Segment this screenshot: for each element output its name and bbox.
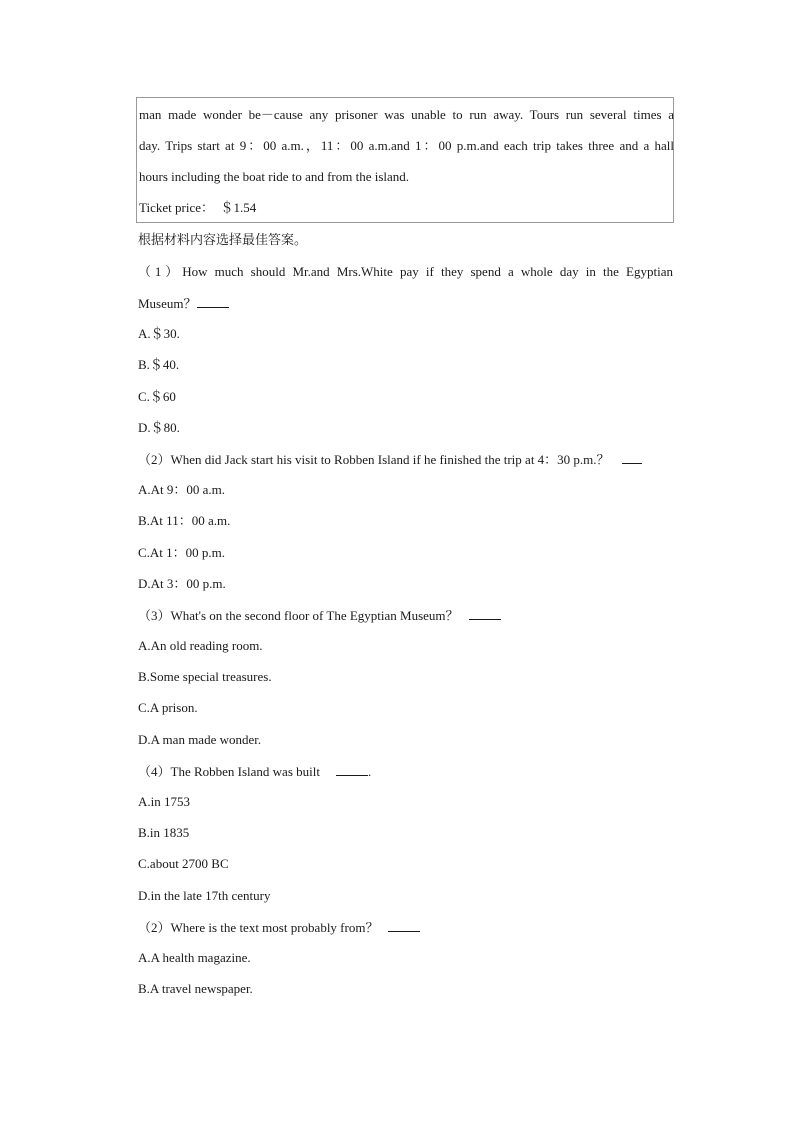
option-d: D.At 3：00 p.m. [138,576,226,591]
option-b: B.in 1835 [138,825,190,840]
question-5-prompt-text: （2）Where is the text most probably from？ [138,920,379,935]
answer-blank[interactable] [622,451,642,464]
option-b: B.Some special treasures. [138,669,272,684]
passage-line: hours including the boat ride to and from the island. [139,169,410,184]
question-1-prompt-text: Museum？ [138,296,197,311]
answer-blank[interactable] [469,607,501,620]
question-4-prompt-text: （4）The Robben Island was built [138,764,320,779]
question-2-prompt-text: （2）When did Jack start his visit to Robben Island if he finished the trip at 4：30 p.m.？ [138,452,610,467]
question-3-prompt-text: （3）What's on the second floor of The Egyptian Museum？ [138,608,459,623]
question-5-prompt [138,919,420,936]
option-b: B.A travel newspaper. [138,981,253,996]
question-4-suffix: . [367,764,372,779]
option-d: D.in the late 17th century [138,888,271,903]
question-1-prompt: （1）How much should Mr.and Mrs.White pay if they spend a whole day in the Egyptian [138,264,673,279]
option-c: C.＄60 [138,389,176,404]
ticket-price-line: Ticket price： ＄1.54 [139,200,257,215]
passage-line: day. Trips start at 9：00 a.m.，11：00 a.m.and 1：00 p.m.and each trip takes three and a hall [139,138,674,153]
question-4-prompt [138,763,371,780]
question-2-prompt [138,451,642,468]
answer-blank[interactable] [388,919,420,932]
passage-line: man made wonder be－cause any prisoner was unable to run away. Tours run several times a [139,107,674,122]
option-b: B.At 11：00 a.m. [138,513,231,528]
answer-blank[interactable] [336,763,368,776]
option-b: B.＄40. [138,357,180,372]
question-3-prompt [138,607,501,624]
option-d: D.＄80. [138,420,180,435]
option-a: A.An old reading room. [138,638,263,653]
option-c: C.A prison. [138,700,198,715]
option-c: C.about 2700 BC [138,856,229,871]
option-c: C.At 1：00 p.m. [138,545,226,560]
option-a: A.＄30. [138,326,180,341]
answer-blank[interactable] [197,295,229,308]
passage-box [136,97,674,223]
option-d: D.A man made wonder. [138,732,262,747]
option-a: A.in 1753 [138,794,190,809]
question-1-prompt-cont [138,295,229,312]
option-a: A.A health magazine. [138,950,251,965]
option-a: A.At 9：00 a.m. [138,482,226,497]
instruction-text: 根据材料内容选择最佳答案。 [138,233,308,248]
